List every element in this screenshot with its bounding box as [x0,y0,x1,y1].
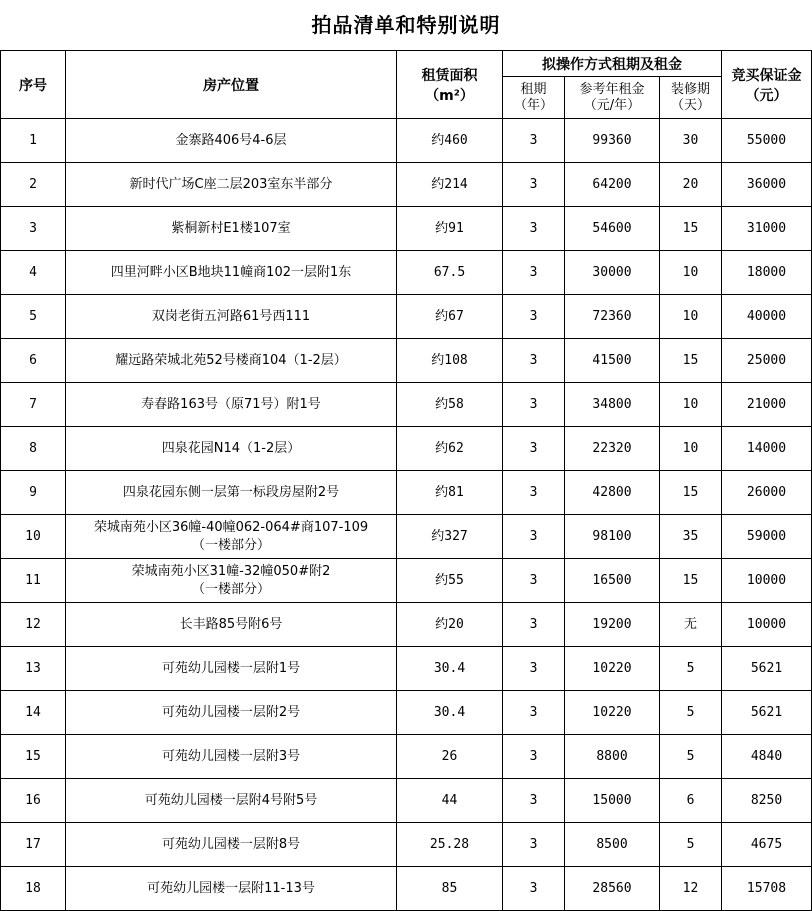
cell-area: 约58 [397,383,503,427]
cell-location-line1: 四泉花园N14（1-2层） [161,440,301,456]
cell-reno: 15 [660,339,722,383]
cell-term: 3 [503,779,565,823]
cell-location [66,471,397,515]
cell-location [66,163,397,207]
cell-term: 3 [503,383,565,427]
cell-reno: 35 [660,515,722,559]
cell-deposit: 36000 [722,163,812,207]
cell-location-line2: （一楼部分） [191,537,270,553]
cell-area: 约55 [397,559,503,603]
cell-seq: 11 [1,559,66,603]
cell-term: 3 [503,427,565,471]
cell-location-line1: 可苑幼儿园楼一层附1号 [161,660,301,676]
cell-rent: 28560 [565,867,660,911]
cell-location [66,295,397,339]
cell-location-line1: 长丰路85号附6号 [179,616,283,632]
table-row [1,559,812,603]
cell-term: 3 [503,251,565,295]
table-row [1,251,812,295]
header-reno-line2: （天） [670,97,710,113]
cell-location [66,207,397,251]
cell-seq: 18 [1,867,66,911]
header-deposit-line2: （元） [745,87,788,104]
cell-reno: 15 [660,471,722,515]
cell-location [66,779,397,823]
cell-seq: 5 [1,295,66,339]
cell-term: 3 [503,119,565,163]
cell-area: 约108 [397,339,503,383]
cell-location [66,867,397,911]
header-reno [660,77,722,119]
cell-deposit: 5621 [722,647,812,691]
table-row [1,691,812,735]
cell-location [66,515,397,559]
cell-deposit: 18000 [722,251,812,295]
cell-location-line1: 新时代广场C座二层203室东半部分 [129,176,333,192]
cell-term: 3 [503,515,565,559]
cell-area: 67.5 [397,251,503,295]
cell-area: 26 [397,735,503,779]
cell-term: 3 [503,691,565,735]
cell-seq: 8 [1,427,66,471]
cell-seq: 4 [1,251,66,295]
cell-reno: 5 [660,735,722,779]
cell-location-line1: 四泉花园东侧一层第一标段房屋附2号 [122,484,340,500]
cell-deposit: 59000 [722,515,812,559]
cell-rent: 42800 [565,471,660,515]
cell-location [66,559,397,603]
cell-term: 3 [503,867,565,911]
cell-deposit: 26000 [722,471,812,515]
cell-seq: 9 [1,471,66,515]
cell-location-line2: （一楼部分） [191,581,270,597]
cell-area: 约62 [397,427,503,471]
cell-reno: 10 [660,251,722,295]
cell-deposit: 4840 [722,735,812,779]
cell-rent: 99360 [565,119,660,163]
table-row [1,163,812,207]
cell-reno: 无 [660,603,722,647]
cell-location-line1: 可苑幼儿园楼一层附3号 [161,748,301,764]
cell-reno: 10 [660,383,722,427]
header-area-line1: 租赁面积 [421,67,478,84]
cell-location-line1: 可苑幼儿园楼一层附4号附5号 [144,792,318,808]
header-term-line2: （年） [513,97,553,113]
cell-deposit: 25000 [722,339,812,383]
cell-term: 3 [503,163,565,207]
header-proposed: 拟操作方式租期及租金 [503,51,722,77]
table-row [1,427,812,471]
cell-term: 3 [503,471,565,515]
cell-seq: 13 [1,647,66,691]
cell-rent: 8800 [565,735,660,779]
cell-location [66,691,397,735]
cell-term: 3 [503,295,565,339]
cell-deposit: 40000 [722,295,812,339]
cell-location-line1: 可苑幼儿园楼一层附8号 [161,836,301,852]
cell-term: 3 [503,339,565,383]
cell-reno: 12 [660,867,722,911]
cell-location [66,427,397,471]
cell-deposit: 5621 [722,691,812,735]
table-body [1,119,812,911]
header-rent [565,77,660,119]
cell-location-line1: 耀远路荣城北苑52号楼商104（1-2层） [115,352,347,368]
cell-rent: 54600 [565,207,660,251]
cell-seq: 2 [1,163,66,207]
cell-rent: 19200 [565,603,660,647]
table-header [1,51,812,119]
table-row [1,823,812,867]
table-row [1,119,812,163]
cell-location [66,823,397,867]
cell-deposit: 4675 [722,823,812,867]
cell-location [66,647,397,691]
cell-term: 3 [503,559,565,603]
cell-location-line1: 可苑幼儿园楼一层附2号 [161,704,301,720]
cell-rent: 41500 [565,339,660,383]
table-row [1,383,812,427]
cell-seq: 6 [1,339,66,383]
cell-deposit: 14000 [722,427,812,471]
cell-reno: 10 [660,295,722,339]
header-rent-line1: 参考年租金 [579,81,645,97]
cell-seq: 17 [1,823,66,867]
cell-location [66,251,397,295]
cell-seq: 7 [1,383,66,427]
table-row [1,515,812,559]
cell-area: 约460 [397,119,503,163]
cell-location-line1: 可苑幼儿园楼一层附11-13号 [147,880,315,896]
cell-rent: 72360 [565,295,660,339]
cell-deposit: 10000 [722,559,812,603]
table-row [1,867,812,911]
table-row [1,603,812,647]
document-title: 拍品清单和特别说明 [311,13,501,37]
cell-location [66,119,397,163]
header-deposit-line1: 竞买保证金 [731,67,802,84]
cell-rent: 64200 [565,163,660,207]
cell-deposit: 55000 [722,119,812,163]
cell-reno: 15 [660,559,722,603]
cell-seq: 16 [1,779,66,823]
table-row [1,779,812,823]
cell-seq: 1 [1,119,66,163]
cell-deposit: 15708 [722,867,812,911]
cell-rent: 10220 [565,647,660,691]
cell-area: 约327 [397,515,503,559]
cell-area: 25.28 [397,823,503,867]
cell-deposit: 21000 [722,383,812,427]
cell-area: 约91 [397,207,503,251]
table-row [1,339,812,383]
cell-reno: 5 [660,823,722,867]
cell-rent: 34800 [565,383,660,427]
cell-term: 3 [503,735,565,779]
cell-location-line1: 寿春路163号（原71号）附1号 [141,396,321,412]
table-row [1,471,812,515]
cell-area: 约20 [397,603,503,647]
header-seq: 序号 [1,51,66,119]
table-row [1,295,812,339]
cell-term: 3 [503,823,565,867]
cell-seq: 15 [1,735,66,779]
table-row [1,647,812,691]
header-term-line1: 租期 [520,81,547,97]
cell-reno: 10 [660,427,722,471]
cell-seq: 3 [1,207,66,251]
cell-location [66,339,397,383]
cell-location-line1: 荣城南苑小区36幢-40幢062-064#商107-109 [93,519,369,535]
cell-location-line1: 金寨路406号4-6层 [175,132,287,148]
cell-location [66,735,397,779]
cell-deposit: 8250 [722,779,812,823]
cell-area: 30.4 [397,647,503,691]
header-area [397,51,503,119]
cell-seq: 12 [1,603,66,647]
cell-location-line1: 四里河畔小区B地块11幢商102一层附1东 [110,264,352,280]
cell-rent: 98100 [565,515,660,559]
cell-area: 44 [397,779,503,823]
table-row [1,735,812,779]
cell-area: 30.4 [397,691,503,735]
cell-reno: 5 [660,691,722,735]
cell-location [66,383,397,427]
cell-location-line1: 紫桐新村E1楼107室 [171,220,291,236]
cell-area: 约81 [397,471,503,515]
header-reno-line1: 装修期 [670,81,710,97]
header-rent-line2: （元/年） [583,97,641,113]
cell-rent: 16500 [565,559,660,603]
header-location: 房产位置 [66,51,397,119]
cell-seq: 14 [1,691,66,735]
auction-items-table [0,50,812,911]
cell-rent: 30000 [565,251,660,295]
cell-term: 3 [503,647,565,691]
cell-location-line1: 双岗老街五河路61号西111 [151,308,311,324]
cell-rent: 22320 [565,427,660,471]
cell-term: 3 [503,207,565,251]
header-term [503,77,565,119]
cell-area: 约67 [397,295,503,339]
cell-location [66,603,397,647]
cell-location-line1: 荣城南苑小区31幢-32幢050#附2 [131,563,331,579]
cell-rent: 10220 [565,691,660,735]
cell-area: 85 [397,867,503,911]
cell-reno: 5 [660,647,722,691]
cell-reno: 20 [660,163,722,207]
cell-deposit: 10000 [722,603,812,647]
cell-seq: 10 [1,515,66,559]
cell-rent: 15000 [565,779,660,823]
cell-area: 约214 [397,163,503,207]
header-deposit [722,51,812,119]
header-area-line2: （m²） [425,87,474,104]
cell-rent: 8500 [565,823,660,867]
cell-reno: 6 [660,779,722,823]
cell-reno: 30 [660,119,722,163]
cell-reno: 15 [660,207,722,251]
table-row [1,207,812,251]
cell-deposit: 31000 [722,207,812,251]
cell-term: 3 [503,603,565,647]
